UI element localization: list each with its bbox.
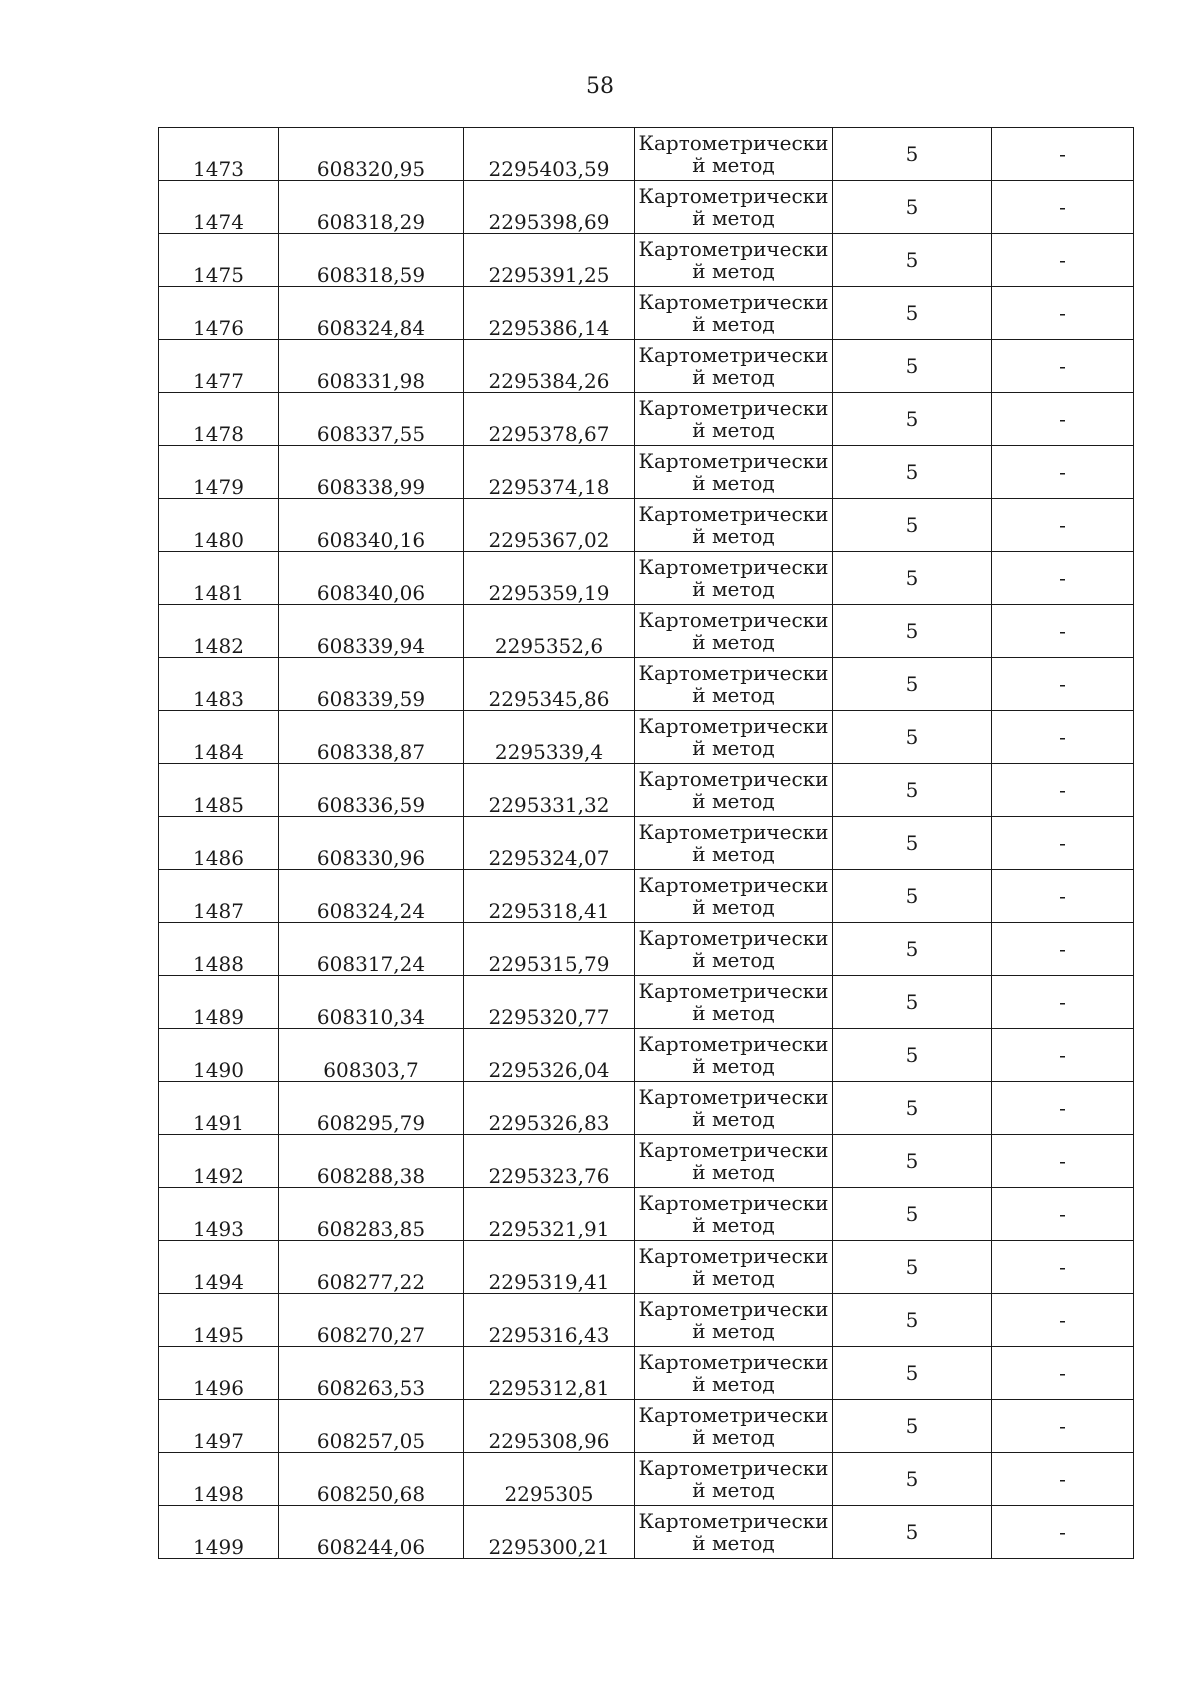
point-number-cell: 1499 — [159, 1506, 279, 1559]
table-row — [159, 1135, 1134, 1188]
point-number-cell: 1491 — [159, 1082, 279, 1135]
method-line-2: й метод — [692, 577, 775, 601]
table-row — [159, 181, 1134, 234]
x-coordinate-cell: 608338,87 — [279, 711, 464, 764]
x-coordinate-cell: 608340,16 — [279, 499, 464, 552]
method-line-1: Картометрически — [638, 979, 829, 1003]
table-row — [159, 1082, 1134, 1135]
precision-cell: 5 — [833, 393, 992, 446]
point-number-cell: 1476 — [159, 287, 279, 340]
method-line-2: й метод — [692, 1266, 775, 1290]
method-cell — [635, 605, 833, 658]
method-line-1: Картометрически — [638, 343, 829, 367]
precision-cell: 5 — [833, 1188, 992, 1241]
note-cell: - — [992, 658, 1134, 711]
table-row — [159, 976, 1134, 1029]
point-number-cell: 1483 — [159, 658, 279, 711]
x-coordinate-cell: 608288,38 — [279, 1135, 464, 1188]
note-cell: - — [992, 1294, 1134, 1347]
x-coordinate-cell: 608263,53 — [279, 1347, 464, 1400]
method-line-1: Картометрически — [638, 661, 829, 685]
note-cell: - — [992, 1241, 1134, 1294]
point-number-cell: 1492 — [159, 1135, 279, 1188]
table-row — [159, 393, 1134, 446]
method-cell — [635, 446, 833, 499]
table-row — [159, 446, 1134, 499]
y-coordinate-cell: 2295321,91 — [464, 1188, 635, 1241]
precision-cell: 5 — [833, 605, 992, 658]
point-number-cell: 1489 — [159, 976, 279, 1029]
point-number-cell: 1495 — [159, 1294, 279, 1347]
method-cell — [635, 764, 833, 817]
point-number-cell: 1479 — [159, 446, 279, 499]
method-line-2: й метод — [692, 1319, 775, 1343]
y-coordinate-cell: 2295359,19 — [464, 552, 635, 605]
y-coordinate-cell: 2295324,07 — [464, 817, 635, 870]
x-coordinate-cell: 608257,05 — [279, 1400, 464, 1453]
method-line-1: Картометрически — [638, 1085, 829, 1109]
y-coordinate-cell: 2295403,59 — [464, 128, 635, 181]
precision-cell: 5 — [833, 1294, 992, 1347]
method-cell — [635, 658, 833, 711]
method-line-2: й метод — [692, 471, 775, 495]
x-coordinate-cell: 608337,55 — [279, 393, 464, 446]
table-row — [159, 870, 1134, 923]
method-cell — [635, 393, 833, 446]
precision-cell: 5 — [833, 764, 992, 817]
method-line-1: Картометрически — [638, 1350, 829, 1374]
x-coordinate-cell: 608244,06 — [279, 1506, 464, 1559]
point-number-cell: 1487 — [159, 870, 279, 923]
method-cell — [635, 552, 833, 605]
method-line-1: Картометрически — [638, 1456, 829, 1480]
precision-cell: 5 — [833, 923, 992, 976]
y-coordinate-cell: 2295323,76 — [464, 1135, 635, 1188]
point-number-cell: 1480 — [159, 499, 279, 552]
note-cell: - — [992, 711, 1134, 764]
x-coordinate-cell: 608277,22 — [279, 1241, 464, 1294]
method-line-1: Картометрически — [638, 767, 829, 791]
y-coordinate-cell: 2295384,26 — [464, 340, 635, 393]
method-line-2: й метод — [692, 948, 775, 972]
precision-cell: 5 — [833, 711, 992, 764]
table-row — [159, 287, 1134, 340]
table-row — [159, 711, 1134, 764]
method-cell — [635, 1506, 833, 1559]
y-coordinate-cell: 2295386,14 — [464, 287, 635, 340]
precision-cell: 5 — [833, 234, 992, 287]
table-row — [159, 1506, 1134, 1559]
note-cell: - — [992, 128, 1134, 181]
precision-cell: 5 — [833, 1506, 992, 1559]
point-number-cell: 1478 — [159, 393, 279, 446]
point-number-cell: 1477 — [159, 340, 279, 393]
method-cell — [635, 1294, 833, 1347]
note-cell: - — [992, 393, 1134, 446]
point-number-cell: 1488 — [159, 923, 279, 976]
method-line-2: й метод — [692, 206, 775, 230]
table-body — [159, 128, 1134, 1559]
y-coordinate-cell: 2295367,02 — [464, 499, 635, 552]
method-line-1: Картометрически — [638, 1297, 829, 1321]
y-coordinate-cell: 2295318,41 — [464, 870, 635, 923]
method-line-2: й метод — [692, 683, 775, 707]
method-line-1: Картометрически — [638, 608, 829, 632]
method-cell — [635, 1453, 833, 1506]
note-cell: - — [992, 287, 1134, 340]
precision-cell: 5 — [833, 976, 992, 1029]
method-line-1: Картометрически — [638, 714, 829, 738]
note-cell: - — [992, 1400, 1134, 1453]
precision-cell: 5 — [833, 1135, 992, 1188]
method-line-2: й метод — [692, 842, 775, 866]
precision-cell: 5 — [833, 446, 992, 499]
method-line-1: Картометрически — [638, 926, 829, 950]
table-row — [159, 1347, 1134, 1400]
x-coordinate-cell: 608283,85 — [279, 1188, 464, 1241]
method-cell — [635, 234, 833, 287]
method-line-1: Картометрически — [638, 555, 829, 579]
precision-cell: 5 — [833, 128, 992, 181]
method-line-1: Картометрически — [638, 237, 829, 261]
point-number-cell: 1490 — [159, 1029, 279, 1082]
y-coordinate-cell: 2295326,83 — [464, 1082, 635, 1135]
point-number-cell: 1484 — [159, 711, 279, 764]
precision-cell: 5 — [833, 1453, 992, 1506]
method-line-1: Картометрически — [638, 184, 829, 208]
precision-cell: 5 — [833, 1400, 992, 1453]
method-line-2: й метод — [692, 1213, 775, 1237]
method-line-1: Картометрически — [638, 820, 829, 844]
point-number-cell: 1473 — [159, 128, 279, 181]
note-cell: - — [992, 1188, 1134, 1241]
method-cell — [635, 976, 833, 1029]
note-cell: - — [992, 764, 1134, 817]
y-coordinate-cell: 2295315,79 — [464, 923, 635, 976]
table-row — [159, 1400, 1134, 1453]
point-number-cell: 1481 — [159, 552, 279, 605]
note-cell: - — [992, 1347, 1134, 1400]
x-coordinate-cell: 608338,99 — [279, 446, 464, 499]
note-cell: - — [992, 1082, 1134, 1135]
note-cell: - — [992, 1135, 1134, 1188]
point-number-cell: 1496 — [159, 1347, 279, 1400]
note-cell: - — [992, 817, 1134, 870]
precision-cell: 5 — [833, 1347, 992, 1400]
page-number: 58 — [586, 74, 614, 99]
precision-cell: 5 — [833, 340, 992, 393]
x-coordinate-cell: 608310,34 — [279, 976, 464, 1029]
table-row — [159, 340, 1134, 393]
point-number-cell: 1498 — [159, 1453, 279, 1506]
x-coordinate-cell: 608339,94 — [279, 605, 464, 658]
table-row — [159, 1453, 1134, 1506]
precision-cell: 5 — [833, 499, 992, 552]
note-cell: - — [992, 181, 1134, 234]
y-coordinate-cell: 2295319,41 — [464, 1241, 635, 1294]
x-coordinate-cell: 608330,96 — [279, 817, 464, 870]
method-line-2: й метод — [692, 1160, 775, 1184]
note-cell: - — [992, 1506, 1134, 1559]
precision-cell: 5 — [833, 1082, 992, 1135]
note-cell: - — [992, 340, 1134, 393]
table-row — [159, 1029, 1134, 1082]
method-line-1: Картометрически — [638, 1032, 829, 1056]
method-line-2: й метод — [692, 312, 775, 336]
y-coordinate-cell: 2295345,86 — [464, 658, 635, 711]
precision-cell: 5 — [833, 817, 992, 870]
x-coordinate-cell: 608270,27 — [279, 1294, 464, 1347]
x-coordinate-cell: 608331,98 — [279, 340, 464, 393]
table-row — [159, 1294, 1134, 1347]
method-line-1: Картометрически — [638, 449, 829, 473]
x-coordinate-cell: 608303,7 — [279, 1029, 464, 1082]
method-cell — [635, 1347, 833, 1400]
method-line-1: Картометрически — [638, 873, 829, 897]
precision-cell: 5 — [833, 870, 992, 923]
x-coordinate-cell: 608320,95 — [279, 128, 464, 181]
method-cell — [635, 1082, 833, 1135]
method-line-2: й метод — [692, 1054, 775, 1078]
note-cell: - — [992, 1029, 1134, 1082]
note-cell: - — [992, 605, 1134, 658]
method-line-2: й метод — [692, 1425, 775, 1449]
y-coordinate-cell: 2295300,21 — [464, 1506, 635, 1559]
method-line-2: й метод — [692, 418, 775, 442]
point-number-cell: 1475 — [159, 234, 279, 287]
method-line-2: й метод — [692, 1001, 775, 1025]
x-coordinate-cell: 608340,06 — [279, 552, 464, 605]
method-cell — [635, 128, 833, 181]
method-line-2: й метод — [692, 153, 775, 177]
x-coordinate-cell: 608336,59 — [279, 764, 464, 817]
method-line-2: й метод — [692, 1531, 775, 1555]
method-line-2: й метод — [692, 1478, 775, 1502]
point-number-cell: 1474 — [159, 181, 279, 234]
x-coordinate-cell: 608250,68 — [279, 1453, 464, 1506]
precision-cell: 5 — [833, 181, 992, 234]
table-row — [159, 817, 1134, 870]
x-coordinate-cell: 608339,59 — [279, 658, 464, 711]
method-line-1: Картометрически — [638, 131, 829, 155]
y-coordinate-cell: 2295398,69 — [464, 181, 635, 234]
table-row — [159, 234, 1134, 287]
method-cell — [635, 1400, 833, 1453]
method-line-2: й метод — [692, 895, 775, 919]
y-coordinate-cell: 2295331,32 — [464, 764, 635, 817]
y-coordinate-cell: 2295305 — [464, 1453, 635, 1506]
method-line-2: й метод — [692, 259, 775, 283]
y-coordinate-cell: 2295374,18 — [464, 446, 635, 499]
y-coordinate-cell: 2295391,25 — [464, 234, 635, 287]
note-cell: - — [992, 446, 1134, 499]
x-coordinate-cell: 608295,79 — [279, 1082, 464, 1135]
method-line-2: й метод — [692, 365, 775, 389]
table-row — [159, 923, 1134, 976]
precision-cell: 5 — [833, 552, 992, 605]
method-line-1: Картометрически — [638, 1509, 829, 1533]
method-cell — [635, 1241, 833, 1294]
y-coordinate-cell: 2295352,6 — [464, 605, 635, 658]
note-cell: - — [992, 870, 1134, 923]
method-cell — [635, 499, 833, 552]
method-cell — [635, 711, 833, 764]
y-coordinate-cell: 2295339,4 — [464, 711, 635, 764]
method-line-1: Картометрически — [638, 396, 829, 420]
note-cell: - — [992, 1453, 1134, 1506]
method-line-1: Картометрически — [638, 502, 829, 526]
x-coordinate-cell: 608318,29 — [279, 181, 464, 234]
method-cell — [635, 181, 833, 234]
table-row — [159, 658, 1134, 711]
table-row — [159, 605, 1134, 658]
table-row — [159, 499, 1134, 552]
method-line-1: Картометрически — [638, 1403, 829, 1427]
precision-cell: 5 — [833, 658, 992, 711]
y-coordinate-cell: 2295320,77 — [464, 976, 635, 1029]
table-row — [159, 764, 1134, 817]
method-line-1: Картометрически — [638, 1191, 829, 1215]
method-cell — [635, 287, 833, 340]
precision-cell: 5 — [833, 287, 992, 340]
coordinates-table — [158, 127, 1134, 1559]
note-cell: - — [992, 234, 1134, 287]
note-cell: - — [992, 923, 1134, 976]
point-number-cell: 1485 — [159, 764, 279, 817]
method-cell — [635, 1029, 833, 1082]
note-cell: - — [992, 976, 1134, 1029]
table-row — [159, 552, 1134, 605]
note-cell: - — [992, 499, 1134, 552]
point-number-cell: 1497 — [159, 1400, 279, 1453]
y-coordinate-cell: 2295326,04 — [464, 1029, 635, 1082]
x-coordinate-cell: 608318,59 — [279, 234, 464, 287]
method-line-2: й метод — [692, 630, 775, 654]
table-row — [159, 1241, 1134, 1294]
method-cell — [635, 817, 833, 870]
x-coordinate-cell: 608324,84 — [279, 287, 464, 340]
method-cell — [635, 1135, 833, 1188]
method-line-1: Картометрически — [638, 1244, 829, 1268]
method-line-1: Картометрически — [638, 290, 829, 314]
y-coordinate-cell: 2295312,81 — [464, 1347, 635, 1400]
method-cell — [635, 1188, 833, 1241]
precision-cell: 5 — [833, 1241, 992, 1294]
y-coordinate-cell: 2295308,96 — [464, 1400, 635, 1453]
method-cell — [635, 340, 833, 393]
note-cell: - — [992, 552, 1134, 605]
method-line-2: й метод — [692, 1107, 775, 1131]
method-cell — [635, 923, 833, 976]
table-row — [159, 128, 1134, 181]
point-number-cell: 1494 — [159, 1241, 279, 1294]
point-number-cell: 1486 — [159, 817, 279, 870]
method-line-1: Картометрически — [638, 1138, 829, 1162]
table-row — [159, 1188, 1134, 1241]
point-number-cell: 1482 — [159, 605, 279, 658]
y-coordinate-cell: 2295378,67 — [464, 393, 635, 446]
method-line-2: й метод — [692, 524, 775, 548]
y-coordinate-cell: 2295316,43 — [464, 1294, 635, 1347]
method-line-2: й метод — [692, 736, 775, 760]
method-line-2: й метод — [692, 1372, 775, 1396]
precision-cell: 5 — [833, 1029, 992, 1082]
x-coordinate-cell: 608324,24 — [279, 870, 464, 923]
point-number-cell: 1493 — [159, 1188, 279, 1241]
method-line-2: й метод — [692, 789, 775, 813]
method-cell — [635, 870, 833, 923]
x-coordinate-cell: 608317,24 — [279, 923, 464, 976]
